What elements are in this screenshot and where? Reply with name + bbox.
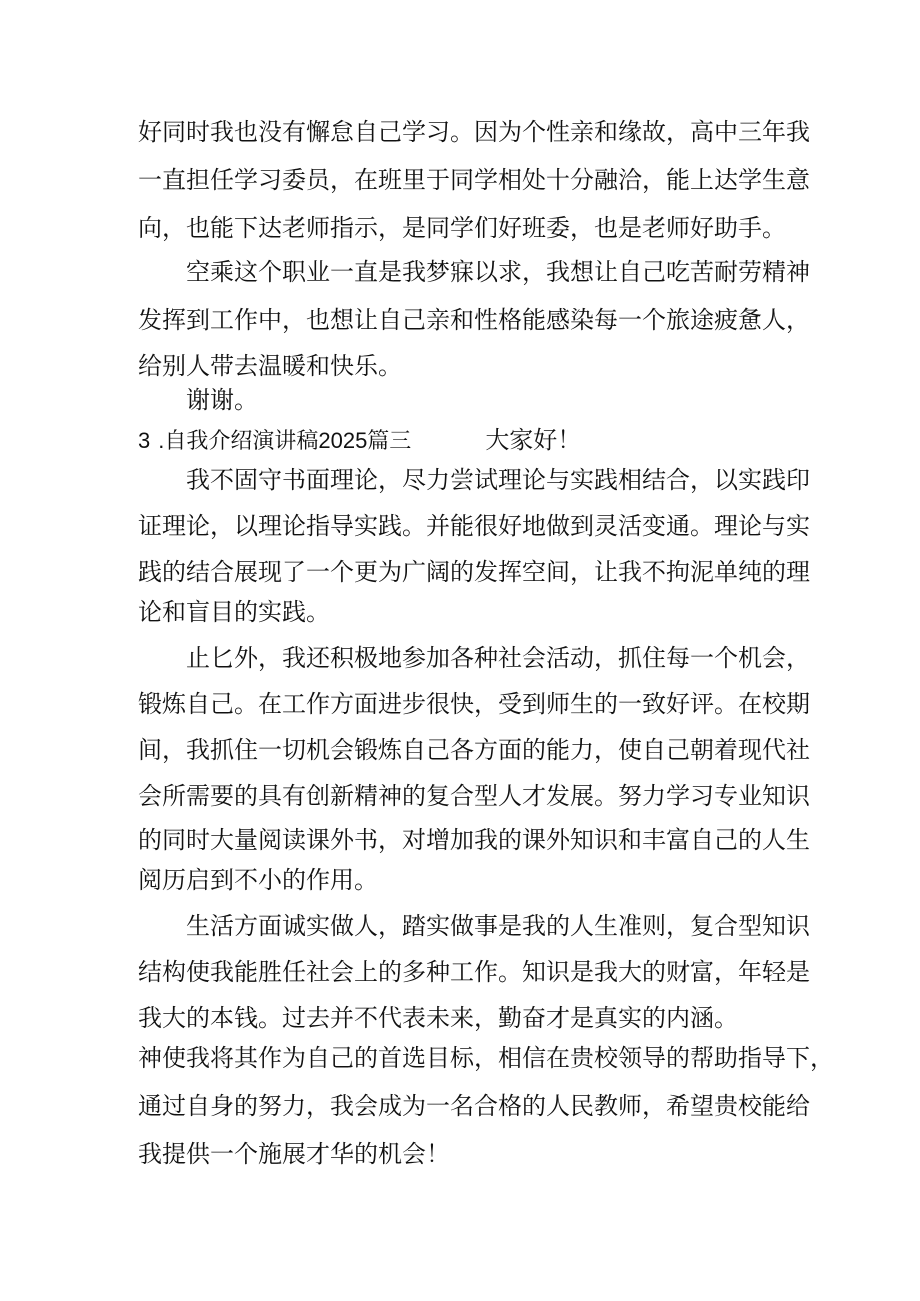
paragraph-line: 给别人带去温暖和快乐。 bbox=[138, 352, 402, 380]
paragraph-line: 向，也能下达老师指示，是同学们好班委，也是老师好助手。 bbox=[138, 214, 786, 242]
section-number: 3 bbox=[138, 428, 151, 453]
paragraph-line: 通过自身的努力，我会成为一名合格的人民教师，希望贵校能给 bbox=[138, 1092, 810, 1120]
paragraph-line: 生活方面诚实做人，踏实做事是我的人生准则，复合型知识 bbox=[186, 912, 810, 940]
paragraph-line: 论和盲目的实践。 bbox=[138, 598, 330, 626]
paragraph-line: 我提供一个施展才华的机会！ bbox=[138, 1140, 450, 1168]
paragraph-line: 发挥到工作中，也想让自己亲和性格能感染每一个旅途疲惫人， bbox=[138, 306, 810, 334]
section-title: .自我介绍演讲稿2025篇三 bbox=[158, 428, 412, 453]
paragraph-line: 好同时我也没有懈怠自己学习。因为个性亲和缘故，高中三年我 bbox=[138, 118, 810, 146]
paragraph-line: 会所需要的具有创新精神的复合型人才发展。努力学习专业知识 bbox=[138, 782, 810, 810]
paragraph-line: 间，我抓住一切机会锻炼自己各方面的能力，使自己朝着现代社 bbox=[138, 736, 810, 764]
paragraph-line: 的同时大量阅读课外书，对增加我的课外知识和丰富自己的人生 bbox=[138, 826, 810, 854]
paragraph-line: 神使我将其作为自己的首选目标，相信在贵校领导的帮助指导下， bbox=[138, 1044, 834, 1072]
paragraph-line: 证理论，以理论指导实践。并能很好地做到灵活变通。理论与实 bbox=[138, 512, 810, 540]
paragraph-line: 锻炼自己。在工作方面进步很快，受到师生的一致好评。在校期 bbox=[138, 690, 810, 718]
paragraph-line: 我大的本钱。过去并不代表未来，勤奋才是真实的内涵。 bbox=[138, 1004, 738, 1032]
paragraph-line: 我不固守书面理论，尽力尝试理论与实践相结合，以实践印 bbox=[186, 466, 810, 494]
paragraph-line: 践的结合展现了一个更为广阔的发挥空间，让我不拘泥单纯的理 bbox=[138, 558, 810, 586]
paragraph-line: 止匕外，我还积极地参加各种社会活动，抓住每一个机会， bbox=[186, 644, 810, 672]
paragraph-line: 空乘这个职业一直是我梦寐以求，我想让自己吃苦耐劳精神 bbox=[186, 258, 810, 286]
paragraph-line: 结构使我能胜任社会上的多种工作。知识是我大的财富，年轻是 bbox=[138, 958, 810, 986]
paragraph-line: 阅历启到不小的作用。 bbox=[138, 866, 378, 894]
greeting: 大家好！ bbox=[485, 426, 582, 454]
section-heading bbox=[138, 424, 581, 458]
paragraph-line: 谢谢。 bbox=[186, 386, 258, 414]
paragraph-line: 一直担任学习委员，在班里于同学相处十分融洽，能上达学生意 bbox=[138, 166, 810, 194]
